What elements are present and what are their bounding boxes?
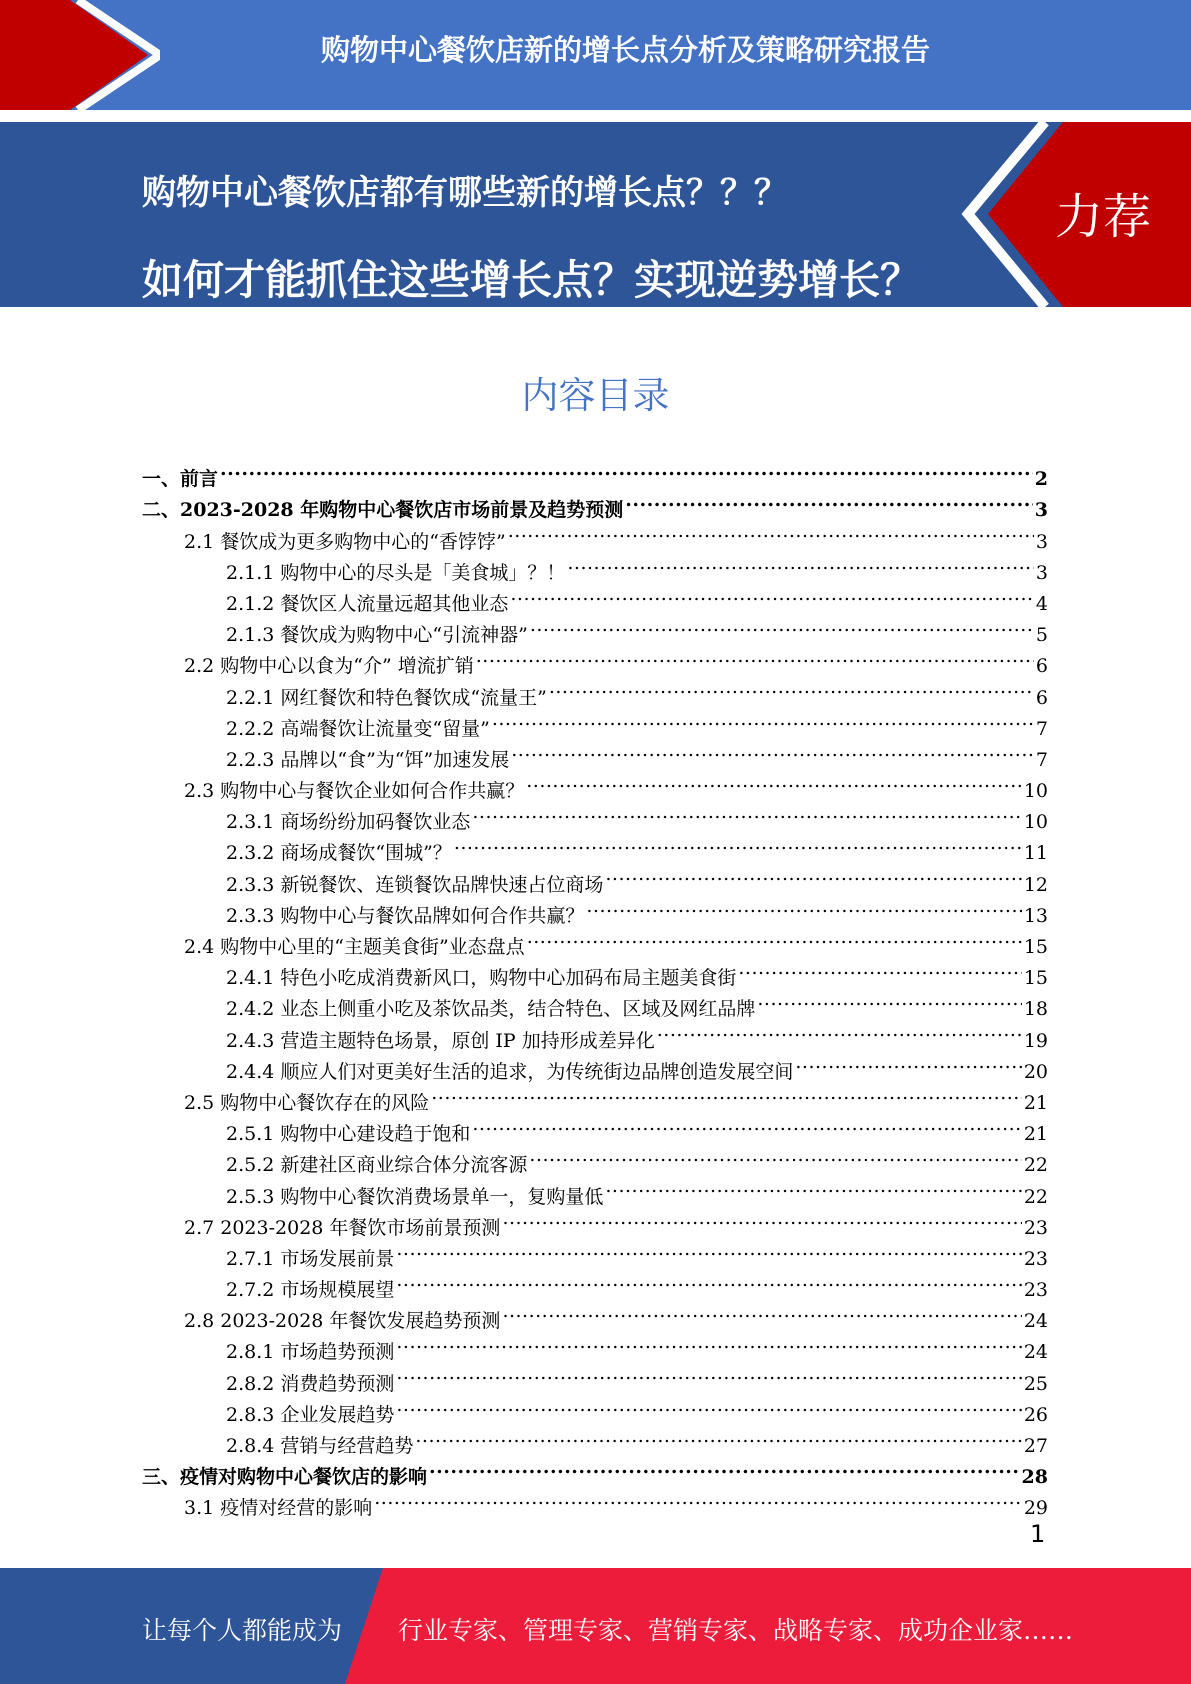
toc-entry-page: 23 xyxy=(1023,1279,1048,1302)
toc-entry-text: 2.5.2 新建社区商业综合体分流客源 xyxy=(226,1154,528,1177)
footer-slogan-right: 行业专家、管理专家、营销专家、战略专家、成功企业家…… xyxy=(398,1616,1074,1645)
toc-entry-page: 7 xyxy=(1035,717,1048,740)
toc-entry-page: 25 xyxy=(1023,1372,1048,1395)
toc-entry-page: 23 xyxy=(1023,1216,1048,1239)
toc-entry-page: 20 xyxy=(1023,1060,1048,1083)
toc-entry-page: 4 xyxy=(1035,592,1048,615)
toc-entry-text: 一、前言 xyxy=(142,468,219,491)
toc-leader-dots xyxy=(472,797,1021,828)
toc-leader-dots xyxy=(415,1421,1021,1452)
toc-entry-text: 2.7.2 市场规模展望 xyxy=(226,1279,395,1302)
toc-entry-page: 22 xyxy=(1023,1154,1048,1177)
toc-leader-dots xyxy=(510,579,1034,610)
toc-entry-page: 12 xyxy=(1023,873,1048,896)
toc-entry-text: 三、疫情对购物中心餐饮店的影响 xyxy=(142,1466,428,1489)
toc-entry-text: 2.3.3 新锐餐饮、连锁餐饮品牌快速占位商场 xyxy=(226,873,604,896)
toc-leader-dots xyxy=(657,1015,1022,1046)
toc-entry-text: 2.4.4 顺应人们对更美好生活的追求，为传统街边品牌创造发展空间 xyxy=(226,1060,794,1083)
toc-leader-dots xyxy=(529,1140,1021,1171)
toc-leader-dots xyxy=(396,1234,1021,1265)
toc-leader-dots xyxy=(526,766,1022,797)
toc-leader-dots xyxy=(757,984,1021,1015)
toc-entry-text: 2.2 购物中心以食为“介” 增流扩销 xyxy=(184,655,474,678)
toc-entry-text: 2.3.3 购物中心与餐饮品牌如何合作共赢？ xyxy=(226,904,585,927)
toc-entry-text: 2.4.1 特色小吃成消费新风口，购物中心加码布局主题美食街 xyxy=(226,967,737,990)
toc-entry-text: 2.1.3 餐饮成为购物中心“引流神器” xyxy=(226,624,528,647)
toc-entry-text: 2.2.2 高端餐饮让流量变“留量” xyxy=(226,717,490,740)
toc-entry-text: 二、2023-2028 年购物中心餐饮店市场前景及趋势预测 xyxy=(142,499,624,522)
toc-leader-dots xyxy=(396,1358,1021,1389)
toc-entry-text: 2.3.1 商场纷纷加码餐饮业态 xyxy=(226,811,471,834)
toc-entry-text: 2.3 购物中心与餐饮企业如何合作共赢？ xyxy=(184,780,525,803)
toc-entry-text: 2.8.2 消费趋势预测 xyxy=(226,1372,395,1395)
toc-leader-dots xyxy=(605,859,1021,890)
toc-entry-page: 21 xyxy=(1023,1123,1048,1146)
toc-leader-dots xyxy=(429,1452,1020,1483)
toc-leader-dots xyxy=(795,1047,1021,1078)
toc-leader-dots xyxy=(586,891,1021,922)
toc-leader-dots xyxy=(431,1078,1022,1109)
toc-leader-dots xyxy=(502,1296,1021,1327)
toc-leader-dots xyxy=(396,1265,1021,1296)
toc-leader-dots xyxy=(492,704,1034,735)
toc-entry-page: 2 xyxy=(1034,468,1048,491)
toc-entry[interactable] xyxy=(142,454,1048,491)
toc-entry-page: 28 xyxy=(1021,1466,1048,1489)
table-of-contents xyxy=(142,454,1048,1520)
toc-entry-text: 2.5 购物中心餐饮存在的风险 xyxy=(184,1091,430,1114)
toc-entry-page: 5 xyxy=(1035,624,1048,647)
toc-entry-page: 6 xyxy=(1035,655,1048,678)
toc-leader-dots xyxy=(527,922,1022,953)
toc-leader-dots xyxy=(605,1171,1021,1202)
toc-entry-page: 22 xyxy=(1023,1185,1048,1208)
toc-leader-dots xyxy=(454,828,1022,859)
toc-entry-page: 7 xyxy=(1035,748,1048,771)
toc-entry-text: 2.5.3 购物中心餐饮消费场景单一，复购量低 xyxy=(226,1185,604,1208)
toc-entry-page: 24 xyxy=(1023,1310,1048,1333)
toc-entry-text: 2.2.1 网红餐饮和特色餐饮成“流量王” xyxy=(226,686,547,709)
toc-entry-page: 18 xyxy=(1023,998,1048,1021)
recommend-badge: 力荐 xyxy=(1055,189,1152,245)
toc-entry-page: 23 xyxy=(1023,1247,1048,1270)
toc-entry-page: 10 xyxy=(1023,780,1048,803)
hero-question-2: 如何才能抓住这些增长点？实现逆势增长？ xyxy=(142,256,921,304)
toc-leader-dots xyxy=(472,1109,1021,1140)
toc-entry-text: 2.4.3 营造主题特色场景，原创 IP 加持形成差异化 xyxy=(226,1029,655,1052)
toc-leader-dots xyxy=(738,953,1021,984)
toc-leader-dots xyxy=(567,548,1034,579)
toc-entry-text: 2.7 2023-2028 年餐饮市场前景预测 xyxy=(184,1216,501,1239)
footer-slogan-left: 让每个人都能成为 xyxy=(142,1616,343,1645)
toc-entry-text: 2.8.4 营销与经营趋势 xyxy=(226,1435,414,1457)
toc-entry-text: 2.1.2 餐饮区人流量远超其他业态 xyxy=(226,592,509,615)
toc-leader-dots xyxy=(476,641,1034,672)
toc-entry-page: 13 xyxy=(1023,904,1048,927)
toc-entry-text: 2.4.2 业态上侧重小吃及茶饮品类，结合特色、区域及网红品牌 xyxy=(226,998,756,1021)
toc-entry[interactable] xyxy=(142,485,1048,522)
toc-entry-page: 3 xyxy=(1035,530,1048,553)
toc-leader-dots xyxy=(508,516,1034,547)
toc-title: 内容目录 xyxy=(521,374,670,417)
toc-entry-page: 27 xyxy=(1023,1435,1048,1457)
toc-entry-page: 15 xyxy=(1023,967,1048,990)
toc-leader-dots xyxy=(374,1483,1022,1514)
toc-entry-text: 2.5.1 购物中心建设趋于饱和 xyxy=(226,1123,471,1146)
hero-question-1: 购物中心餐饮店都有哪些新的增长点？？？ xyxy=(142,173,788,213)
toc-leader-dots xyxy=(530,610,1034,641)
toc-leader-dots xyxy=(625,485,1033,516)
toc-entry-page: 3 xyxy=(1034,499,1048,522)
toc-entry-text: 2.7.1 市场发展前景 xyxy=(226,1247,395,1270)
toc-leader-dots xyxy=(549,672,1034,703)
toc-leader-dots xyxy=(511,735,1034,766)
toc-entry-text: 2.4 购物中心里的“主题美食街”业态盘点 xyxy=(184,936,525,958)
toc-leader-dots xyxy=(220,454,1033,485)
toc-entry-page: 19 xyxy=(1023,1029,1048,1052)
page-number: 1 xyxy=(1030,1520,1046,1548)
toc-entry-text: 2.2.3 品牌以“食”为“饵”加速发展 xyxy=(226,748,510,771)
toc-entry-text: 2.8 2023-2028 年餐饮发展趋势预测 xyxy=(184,1310,501,1333)
toc-entry-page: 11 xyxy=(1023,842,1048,865)
toc-entry-page: 15 xyxy=(1023,936,1048,958)
toc-entry-text: 2.3.2 商场成餐饮“围城”？ xyxy=(226,842,452,865)
toc-entry-text: 2.1 餐饮成为更多购物中心的“香饽饽” xyxy=(184,530,506,553)
toc-entry-text: 2.8.1 市场趋势预测 xyxy=(226,1341,395,1364)
toc-leader-dots xyxy=(502,1203,1021,1234)
toc-entry-page: 26 xyxy=(1023,1403,1048,1426)
toc-entry-text: 3.1 疫情对经营的影响 xyxy=(184,1497,373,1520)
toc-entry-page: 6 xyxy=(1035,686,1048,709)
toc-entry-page: 24 xyxy=(1023,1341,1048,1364)
report-title: 购物中心餐饮店新的增长点分析及策略研究报告 xyxy=(320,33,930,67)
toc-entry-text: 2.1.1 购物中心的尽头是「美食城」？！ xyxy=(226,561,566,584)
toc-entry-page: 10 xyxy=(1023,811,1048,834)
toc-leader-dots xyxy=(396,1390,1021,1421)
toc-entry-page: 3 xyxy=(1035,561,1048,584)
toc-entry-page: 29 xyxy=(1023,1497,1048,1520)
toc-entry-page: 21 xyxy=(1023,1091,1048,1114)
toc-leader-dots xyxy=(396,1327,1021,1358)
toc-entry-text: 2.8.3 企业发展趋势 xyxy=(226,1403,395,1426)
